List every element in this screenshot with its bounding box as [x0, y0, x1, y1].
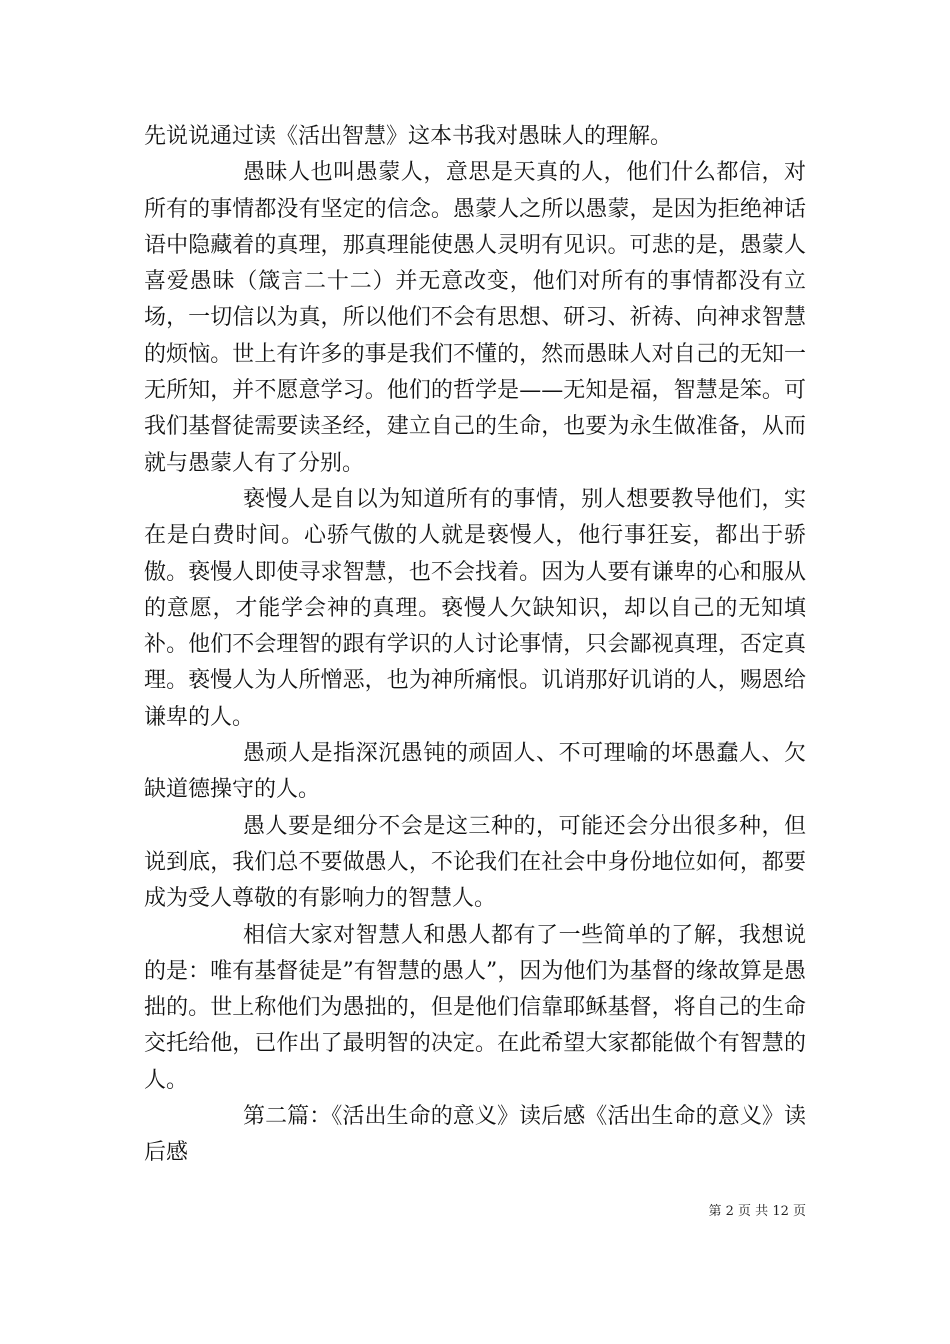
paragraph-summary: 愚人要是细分不会是这三种的，可能还会分出很多种，但说到底，我们总不要做愚人，不论我们在社会中身份地位如何，都要成为受人尊敬的有影响力的智慧人。	[144, 813, 806, 912]
document-body	[144, 119, 806, 1172]
paragraph-intro: 先说说通过读《活出智慧》这本书我对愚昧人的理解。	[144, 124, 673, 149]
page-number-footer: 第 2 页 共 12 页	[708, 1204, 806, 1219]
paragraph-foolish-person: 愚昧人也叫愚蒙人，意思是天真的人，他们什么都信，对所有的事情都没有坚定的信念。愚蒙人之所以愚蒙，是因为拒绝神话语中隐藏着的真理，那真理能使愚人灵明有见识。可悲的是，愚蒙人喜爱愚昧（箴言二十二）并无意改变，他们对所有的事情都没有立场，一切信以为真，所以他们不会有思想、研习、祈祷、向神求智慧的烦恼。世上有许多的事是我们不懂的，然而愚昧人对自己的无知一无所知，并不愿意学习。他们的哲学是——无知是福，智慧是笨。可我们基督徒需要读圣经，建立自己的生命，也要为永生做准备，从而就与愚蒙人有了分别。	[144, 160, 806, 476]
paragraph-scoffer: 亵慢人是自以为知道所有的事情，别人想要教导他们，实在是白费时间。心骄气傲的人就是亵慢人，他行事狂妄，都出于骄傲。亵慢人即使寻求智慧，也不会找着。因为人要有谦卑的心和服从的意愿，才能学会神的真理。亵慢人欠缺知识，却以自己的无知填补。他们不会理智的跟有学识的人讨论事情，只会鄙视真理，否定真理。亵慢人为人所憎恶，也为神所痛恨。讥诮那好讥诮的人，赐恩给谦卑的人。	[144, 486, 806, 730]
paragraph-second-article-title: 第二篇：《活出生命的意义》读后感《活出生命的意义》读后感	[144, 1104, 806, 1166]
paragraph-conclusion: 相信大家对智慧人和愚人都有了一些简单的了解，我想说的是：唯有基督徒是”有智慧的愚人”，因为他们为基督的缘故算是愚拙的。世上称他们为愚拙的，但是他们信靠耶稣基督，将自己的生命交托给他，已作出了最明智的决定。在此希望大家都能做个有智慧的人。	[144, 922, 806, 1093]
paragraph-stubborn-fool: 愚顽人是指深沉愚钝的顽固人、不可理喻的坏愚蠢人、欠缺道德操守的人。	[144, 741, 806, 803]
